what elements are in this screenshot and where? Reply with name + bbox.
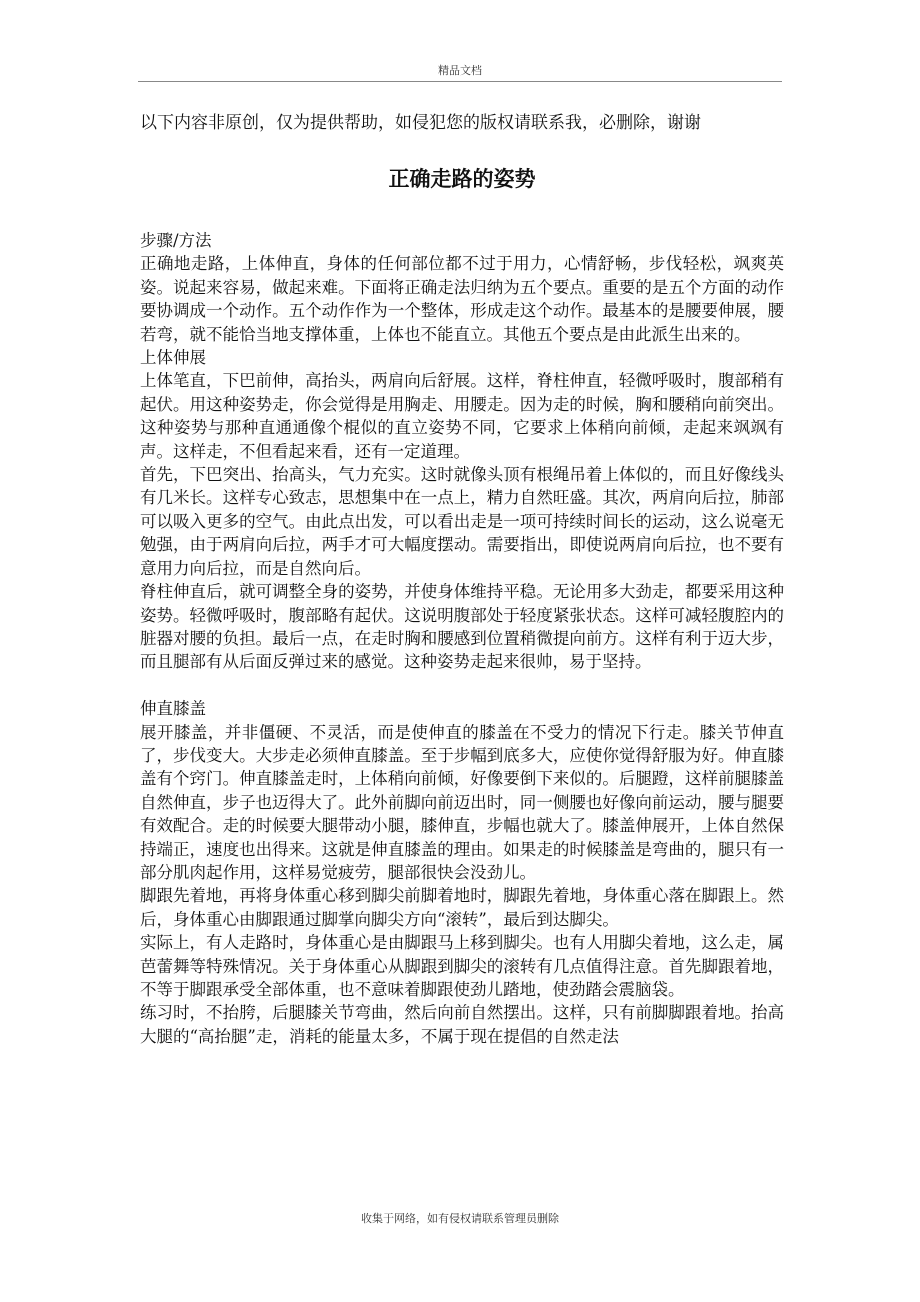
paragraph-upper-body-1: 上体笔直，下巴前伸，高抬头，两肩向后舒展。这样，脊柱伸直，轻微呼吸时，腹部稍有起伏。用这种姿势走，你会觉得是用胸走、用腰走。因为走的时候，胸和腰稍向前突出。这种姿势与那种直通通像个棍似的直立姿势不同，它要求上体稍向前倾，走起来飒飒有声。这样走，不但看起来看，还有一定道理。: [140, 371, 784, 461]
paragraph-intro: 正确地走路，上体伸直，身体的任何部位都不过于用力，心情舒畅，步伐轻松，飒爽英姿。说起来容易，做起来难。下面将正确走法归纳为五个要点。重要的是五个方面的动作要协调成一个动作。五个动作作为一个整体，形成走这个动作。最基本的是腰要伸展，腰若弯，就不能恰当地支撑体重，上体也不能直立。其他五个要点是由此派生出来的。: [140, 254, 784, 344]
section-heading-method: 步骤/方法: [140, 231, 212, 250]
section-heading-knee: 伸直膝盖: [140, 699, 206, 719]
page-footer: 收集于网络，如有侵权请联系管理员删除: [361, 1212, 559, 1225]
document-body: [140, 229, 784, 1048]
paragraph-upper-body-3: 脊柱伸直后，就可调整全身的姿势，并使身体维持平稳。无论用多大劲走，都要采用这种姿势。轻微呼吸时，腹部略有起伏。这说明腹部处于轻度紧张状态。这样可减轻腹腔内的脏器对腰的负担。最后一点，在走时胸和腰感到位置稍微提向前方。这样有利于迈大步，而且腿部有从后面反弹过来的感觉。这种姿势走起来很帅，易于坚持。: [140, 582, 784, 672]
section-heading-upper-body: 上体伸展: [140, 348, 206, 368]
blank-line: [140, 674, 784, 697]
copyright-disclaimer: 以下内容非原创，仅为提供帮助，如侵犯您的版权请联系我，必删除，谢谢: [140, 113, 701, 133]
header-divider: [138, 81, 782, 82]
document-title: 正确走路的姿势: [388, 167, 536, 191]
page-header: 精品文档: [438, 64, 482, 77]
paragraph-knee-2: 脚跟先着地，再将身体重心移到脚尖前脚着地时，脚跟先着地，身体重心落在脚跟上。然后，身体重心由脚跟通过脚掌向脚尖方向“滚转”，最后到达脚尖。: [140, 886, 784, 929]
paragraph-knee-3: 实际上，有人走路时，身体重心是由脚跟马上移到脚尖。也有人用脚尖着地，这么走，属芭蕾舞等特殊情况。关于身体重心从脚跟到脚尖的滚转有几点值得注意。首先脚跟着地，不等于脚跟承受全部体重，也不意味着脚跟使劲儿踏地，使劲踏会震脑袋。: [140, 933, 784, 999]
paragraph-upper-body-2: 首先，下巴突出、抬高头，气力充实。这时就像头顶有根绳吊着上体似的，而且好像线头有几米长。这样专心致志，思想集中在一点上，精力自然旺盛。其次，两肩向后拉，肺部可以吸入更多的空气。由此点出发，可以看出走是一项可持续时间长的运动，这么说毫无勉强，由于两肩向后拉，两手才可大幅度摆动。需要指出，即使说两肩向后拉，也不要有意用力向后拉，而是自然向后。: [140, 465, 784, 578]
paragraph-knee-1: 展开膝盖，并非僵硬、不灵活，而是使伸直的膝盖在不受力的情况下行走。膝关节伸直了，步伐变大。大步走必须伸直膝盖。至于步幅到底多大，应使你觉得舒服为好。伸直膝盖有个窍门。伸直膝盖走时，上体稍向前倾，好像要倒下来似的。后腿蹬，这样前腿膝盖自然伸直，步子也迈得大了。此外前脚向前迈出时，同一侧腰也好像向前运动，腰与腿要有效配合。走的时候要大腿带动小腿，膝伸直，步幅也就大了。膝盖伸展开，上体自然保持端正，速度也出得来。这就是伸直膝盖的理由。如果走的时候膝盖是弯曲的，腿只有一部分肌肉起作用，这样易觉疲劳，腿部很快会没劲儿。: [140, 722, 784, 882]
paragraph-knee-4: 练习时，不抬胯，后腿膝关节弯曲，然后向前自然摆出。这样，只有前脚脚跟着地。抬高大腿的“高抬腿”走，消耗的能量太多，不属于现在提倡的自然走法: [140, 1003, 784, 1046]
